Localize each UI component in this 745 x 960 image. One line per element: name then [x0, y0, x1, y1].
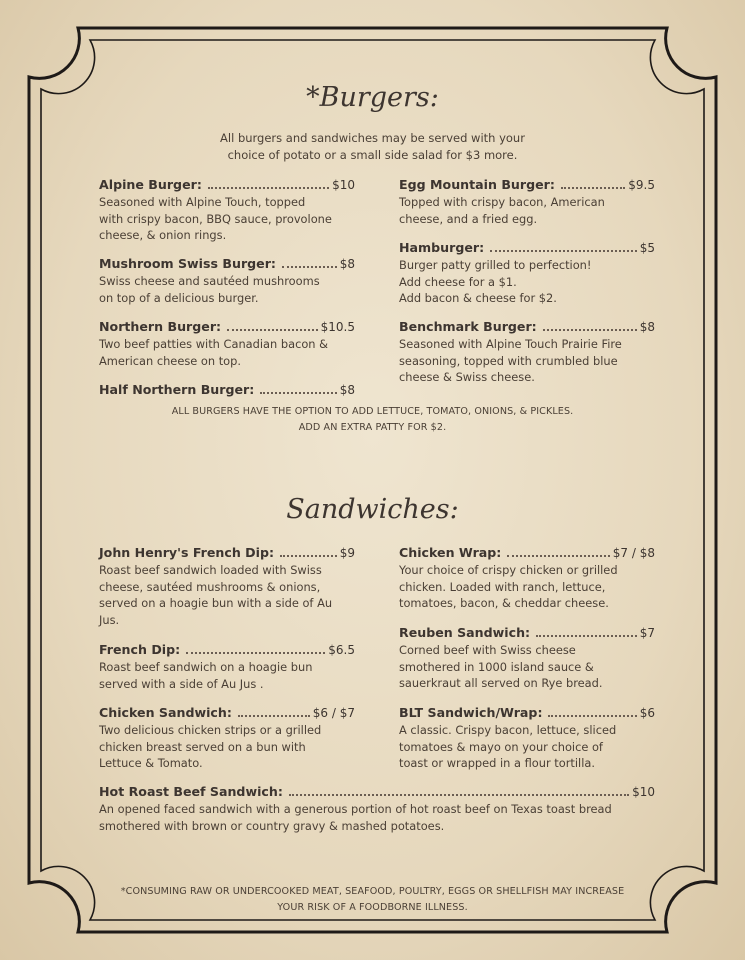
menu-item-name: Chicken Sandwich:: [99, 705, 232, 720]
menu-item-name: French Dip:: [99, 642, 181, 657]
menu-item-name: Mushroom Swiss Burger:: [99, 256, 276, 271]
intro-line: choice of potato or a small side salad for $3 more.: [227, 148, 518, 162]
disclaimer: [0, 884, 745, 916]
menu-item-name: Chicken Wrap:: [399, 545, 502, 560]
dotted-leader: [280, 555, 337, 557]
menu-item-header: [99, 176, 355, 194]
menu-item-price: $8: [639, 320, 655, 334]
burgers-note: [0, 404, 745, 436]
intro-line: All burgers and sandwiches may be served with your: [220, 131, 525, 145]
menu-item-description: toast or wrapped in a flour tortilla.: [399, 756, 595, 770]
dotted-leader: [227, 329, 318, 331]
menu-item-description: Seasoned with Alpine Touch, topped: [99, 195, 306, 209]
menu-item-description: cheese & Swiss cheese.: [399, 370, 535, 384]
menu-item-name: John Henry's French Dip:: [99, 545, 275, 560]
menu-item: [399, 624, 655, 692]
menu-item-price: $6.5: [328, 643, 355, 657]
menu-item-price: $7 / $8: [612, 546, 655, 560]
menu-item-header: [99, 544, 355, 562]
menu-item-description: served on a hoagie bun with a side of Au: [99, 596, 333, 610]
menu-item-price: $8: [339, 257, 355, 271]
burgers-heading: *Burgers:: [306, 82, 439, 113]
note-line: ADD AN EXTRA PATTY FOR $2.: [298, 422, 447, 433]
menu-item-name: Reuben Sandwich:: [399, 625, 531, 640]
menu-item: [99, 381, 355, 399]
menu-item: [99, 641, 355, 692]
menu-item: [99, 544, 355, 628]
dotted-leader: [282, 266, 337, 268]
menu-item-header: [99, 641, 355, 659]
menu-item-description: sauerkraut all served on Rye bread.: [399, 676, 603, 690]
menu-item-header: [399, 318, 655, 336]
sandwiches-heading: Sandwiches:: [286, 494, 459, 525]
menu-item: [99, 704, 355, 772]
dotted-leader: [561, 187, 625, 189]
menu-item-header: [99, 704, 355, 722]
menu-item-description: served with a side of Au Jus .: [99, 676, 264, 691]
disclaimer-line: YOUR RISK OF A FOODBORNE ILLNESS.: [277, 902, 468, 913]
menu-item: [399, 544, 655, 612]
menu-item: [99, 255, 355, 306]
menu-item-header: [399, 704, 655, 722]
menu-item-header: [399, 624, 655, 642]
menu-item-description: Jus.: [99, 612, 120, 627]
menu-item-header: [399, 239, 655, 257]
menu-item-description: with crispy bacon, BBQ sauce, provolone: [99, 211, 332, 226]
dotted-leader: [543, 329, 637, 331]
menu-item: [399, 176, 655, 227]
menu-item-price: $10: [632, 785, 655, 799]
dotted-leader: [208, 187, 329, 189]
menu-item-description: An opened faced sandwich with a generous portion of hot roast beef on Texas toast bread: [99, 802, 612, 816]
menu-item-name: Hot Roast Beef Sandwich:: [99, 784, 283, 799]
menu-item: [99, 176, 355, 244]
menu-item-description: tomatoes, bacon, & cheddar cheese.: [399, 596, 609, 610]
dotted-leader: [238, 715, 310, 717]
menu-item-description: Lettuce & Tomato.: [99, 756, 203, 770]
menu-item-description: seasoning, topped with crumbled blue: [399, 353, 618, 368]
dotted-leader: [548, 715, 636, 717]
menu-item-description: smothered with brown or country gravy & mashed potatoes.: [99, 818, 445, 833]
menu-item: [99, 783, 655, 834]
menu-item-description: Topped with crispy bacon, American: [399, 195, 605, 209]
menu-item-price: $9.5: [628, 178, 655, 192]
menu-item-name: Benchmark Burger:: [399, 319, 537, 334]
menu-item-header: [99, 783, 655, 801]
menu-item-price: $5: [639, 241, 655, 255]
dotted-leader: [186, 652, 325, 654]
menu-item-description: Roast beef sandwich loaded with Swiss: [99, 563, 322, 577]
dotted-leader: [490, 250, 637, 252]
menu-item-name: Half Northern Burger:: [99, 382, 255, 397]
menu-item-description: cheese, and a fried egg.: [399, 211, 538, 226]
menu-item-price: $6 / $7: [312, 706, 355, 720]
note-line: ALL BURGERS HAVE THE OPTION TO ADD LETTUCE, TOMATO, ONIONS, & PICKLES.: [171, 406, 574, 417]
menu-item-description: Seasoned with Alpine Touch Prairie Fire: [399, 337, 622, 351]
menu-item-description: Burger patty grilled to perfection!: [399, 258, 592, 272]
menu-item-name: Egg Mountain Burger:: [399, 177, 555, 192]
menu-item-description: American cheese on top.: [99, 353, 241, 368]
menu-item-header: [99, 318, 355, 336]
dotted-leader: [507, 555, 609, 557]
menu-item-description: Corned beef with Swiss cheese: [399, 643, 576, 657]
menu-item-header: [99, 255, 355, 273]
menu-item-header: [399, 544, 655, 562]
menu-item-description: on top of a delicious burger.: [99, 290, 259, 305]
menu-item-name: BLT Sandwich/Wrap:: [399, 705, 543, 720]
disclaimer-line: *CONSUMING RAW OR UNDERCOOKED MEAT, SEAFOOD, POULTRY, EGGS OR SHELLFISH MAY INCREASE: [120, 886, 625, 897]
burgers-intro: [0, 130, 745, 164]
menu-item-name: Alpine Burger:: [99, 177, 202, 192]
menu-item-header: [99, 381, 355, 399]
menu-item-description: Swiss cheese and sautéed mushrooms: [99, 274, 320, 288]
menu-item-price: $8: [339, 383, 355, 397]
menu-item-description: chicken. Loaded with ranch, lettuce,: [399, 579, 606, 594]
menu-item-price: $6: [639, 706, 655, 720]
menu-item-description: A classic. Crispy bacon, lettuce, sliced: [399, 723, 617, 737]
dotted-leader: [536, 635, 637, 637]
menu-item-description: Two delicious chicken strips or a grilled: [99, 723, 322, 737]
menu-item-description: Roast beef sandwich on a hoagie bun: [99, 660, 313, 674]
menu-item-description: Add bacon & cheese for $2.: [399, 291, 557, 305]
menu-item-description: Your choice of crispy chicken or grilled: [399, 563, 618, 577]
menu-item-name: Northern Burger:: [99, 319, 222, 334]
menu-item: [399, 239, 655, 307]
menu-item-description: chicken breast served on a bun with: [99, 739, 306, 754]
menu-item: [399, 704, 655, 772]
menu-item-description: smothered in 1000 island sauce &: [399, 659, 594, 674]
dotted-leader: [260, 392, 336, 394]
dotted-leader: [289, 794, 629, 796]
menu-item-header: [399, 176, 655, 194]
menu-item-description: cheese, & onion rings.: [99, 228, 227, 242]
menu-item-price: $7: [639, 626, 655, 640]
menu-item-price: $9: [339, 546, 355, 560]
menu-item-description: Two beef patties with Canadian bacon &: [99, 337, 329, 351]
menu-item-description: tomatoes & mayo on your choice of: [399, 739, 603, 754]
menu-item-price: $10.5: [320, 320, 355, 334]
menu-item-description: Add cheese for a $1.: [399, 274, 517, 289]
menu-item: [99, 318, 355, 369]
menu-item-name: Hamburger:: [399, 240, 485, 255]
menu-item: [399, 318, 655, 386]
menu-item-description: cheese, sautéed mushrooms & onions,: [99, 579, 321, 594]
menu-item-price: $10: [332, 178, 355, 192]
